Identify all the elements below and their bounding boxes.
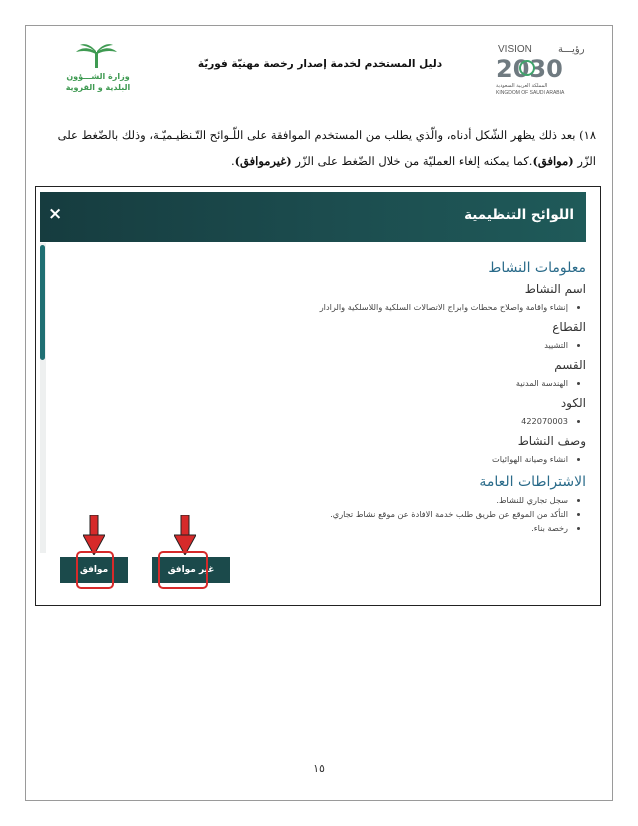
agree-highlight-ring <box>76 551 114 589</box>
general-requirements-heading: الاشتراطات العامة <box>479 474 586 490</box>
vision-logo-word: VISION <box>498 44 532 55</box>
code-list <box>66 414 586 428</box>
instruction-line-1: ١٨) بعد ذلك يظهر الشّكل أدناه، والّذي يطلب من المستخدم الموافقة على اللّـوائح التّـنظيـميّـة، وذلك بالضّغط على <box>57 128 596 142</box>
list-item: • رخصة بناء. <box>66 521 568 535</box>
activity-info-heading: معلومات النشاط <box>488 260 586 276</box>
document-title: دليل المستخدم لخدمة إصدار رخصة مهنيّة فوريّة <box>197 58 443 70</box>
disagree-button[interactable]: غير موافق <box>152 557 230 583</box>
list-item: • التأكد من الموقع عن طريق طلب خدمة الافادة عن موقع نشاط تجاري. <box>66 507 568 521</box>
list-item: • انشاء وصيانة الهوائيات <box>66 452 568 466</box>
description-label: وصف النشاط <box>517 434 586 448</box>
ministry-logo-line1: وزارة الشـــؤون <box>66 72 130 81</box>
instruction-disagree-ref: (غيرموافق) <box>234 154 292 168</box>
red-arrow-down-icon <box>83 515 105 555</box>
modal-header <box>40 192 586 242</box>
sector-label: القطاع <box>552 320 586 334</box>
palm-tree-icon <box>76 44 117 68</box>
list-item: • 422070003 <box>66 414 568 428</box>
modal-title: اللوائح التنظيمية <box>464 207 574 223</box>
page-number: ١٥ <box>313 762 325 775</box>
instruction-text: الزّر <box>573 154 596 168</box>
department-list <box>66 376 586 390</box>
general-requirements-list <box>66 493 586 535</box>
instruction-text: .كما يمكنه إلغاء العمليّة من خلال الضّغط على الزّر <box>291 154 533 168</box>
regulations-screenshot <box>35 186 601 606</box>
list-item: • سجل تجاري للنشاط. <box>66 493 568 507</box>
activity-name-label: اسم النشاط <box>524 282 586 296</box>
ministry-logo-line2: البلدية و القروية <box>65 83 131 92</box>
description-list <box>66 452 586 466</box>
instruction-text: . <box>230 154 235 168</box>
sector-list <box>66 338 586 352</box>
vision-logo-country-ar: المملكة العربية السعودية <box>496 83 548 89</box>
modal-content <box>66 247 586 539</box>
scrollbar-thumb[interactable] <box>40 245 45 360</box>
vision-logo-2030: 2030 <box>496 55 563 83</box>
agree-button[interactable]: موافق <box>60 557 128 583</box>
disagree-highlight-ring <box>158 551 208 589</box>
instruction-agree-ref: (موافق) <box>532 154 574 168</box>
instruction-paragraph <box>42 122 596 174</box>
department-label: القسم <box>554 358 586 372</box>
red-arrow-down-icon <box>174 515 196 555</box>
list-item: • إنشاء واقامة واصلاح محطات وابراج الاتصالات السلكية واللاسلكية والرادار <box>66 300 568 314</box>
vision-logo-country-en: KINGDOM OF SAUDI ARABIA <box>496 90 565 96</box>
vision-logo-arabic: رؤيـــة <box>558 44 585 55</box>
vision-2030-logo <box>492 40 604 96</box>
list-item: • التشييد <box>66 338 568 352</box>
code-label: الكود <box>560 396 586 410</box>
close-icon[interactable]: × <box>48 204 63 224</box>
ministry-logo <box>60 42 136 98</box>
activity-name-list <box>66 300 586 314</box>
instruction-line-2 <box>42 148 596 174</box>
list-item: • الهندسة المدنية <box>66 376 568 390</box>
